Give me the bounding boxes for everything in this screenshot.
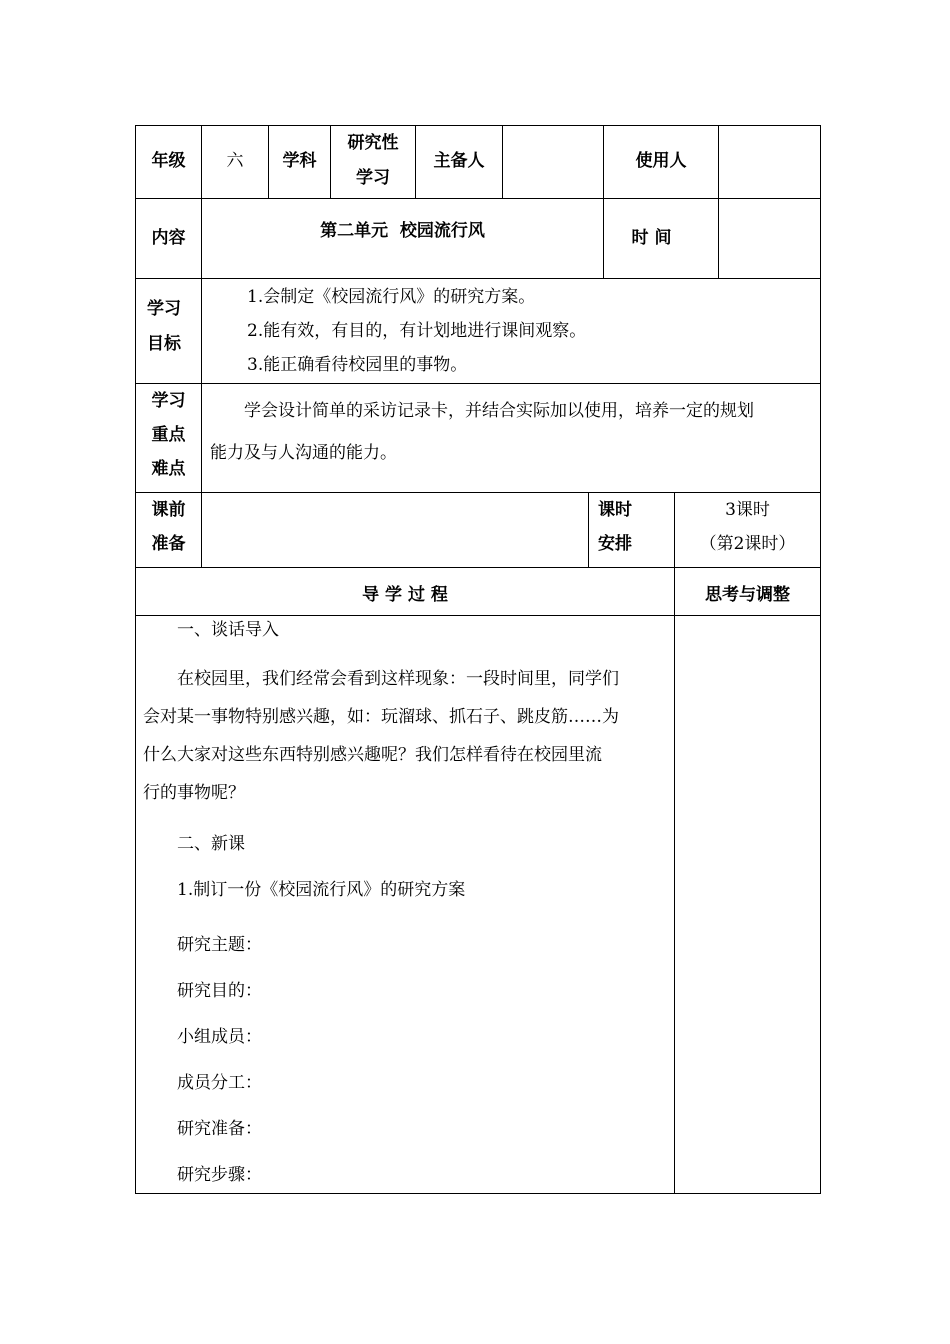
new-lesson-item1: 1.制订一份《校园流行风》的研究方案 [177,880,466,900]
schedule-label [598,493,668,561]
time-label: 时 间 [631,228,672,248]
reflection-body [675,616,820,1193]
process-title: 导 学 过 程 [362,585,448,605]
prep-label-line1: 课前 [151,500,186,520]
objectives-label-line2: 目标 [147,334,181,354]
schedule-label-line1: 课时 [598,500,632,520]
key-points-text [210,390,816,474]
key-points-label-line2: 重点 [151,425,186,445]
lead-label: 主备人 [433,151,485,171]
reflection-title: 思考与调整 [705,585,790,605]
process-body [143,616,669,1198]
schedule-line2: （第2课时） [699,534,796,554]
field-division: 成员分工： [177,1073,262,1093]
field-steps: 研究步骤： [177,1165,262,1185]
subject-value-line1: 研究性 [347,133,399,153]
plan-fields [143,922,669,1198]
section2-title: 二、新课 [177,834,245,854]
objective-item: 2.能有效，有目的，有计划地进行课间观察。 [247,321,587,341]
objectives-list [247,280,807,382]
key-points-label [136,384,201,486]
content-value: 第二单元 校园流行风 [320,221,485,241]
key-points-line2: 能力及与人沟通的能力。 [210,443,397,463]
field-members: 小组成员： [177,1027,262,1047]
objective-item: 1.会制定《校园流行风》的研究方案。 [247,287,536,307]
key-points-line1: 学会设计简单的采访记录卡，并结合实际加以使用，培养一定的规划 [244,401,754,421]
subject-value [331,126,415,196]
schedule-line1: 3课时 [725,500,770,520]
prep-label-line2: 准备 [151,534,186,554]
field-preparation: 研究准备： [177,1119,262,1139]
prep-label [136,493,201,561]
section1-line: 会对某一事物特别感兴趣，如：玩溜球、抓石子、跳皮筋……为 [143,707,619,727]
key-points-label-line3: 难点 [151,459,186,479]
subject-value-line2: 学习 [356,168,390,188]
section1-line: 什么大家对这些东西特别感兴趣呢？我们怎样看待在校园里流 [143,745,602,765]
objective-item: 3.能正确看待校园里的事物。 [247,355,468,375]
objectives-label [136,292,192,362]
schedule-value [675,493,820,561]
section1-title: 一、谈话导入 [177,620,279,640]
section1-line: 在校园里，我们经常会看到这样现象：一段时间里，同学们 [177,669,619,689]
grade-value: 六 [226,151,244,171]
schedule-label-line2: 安排 [598,534,632,554]
field-purpose: 研究目的： [177,981,262,1001]
user-label: 使用人 [635,151,687,171]
subject-label: 学科 [282,151,317,171]
field-topic: 研究主题： [177,935,262,955]
section1-line: 行的事物呢？ [143,783,245,803]
section1-paragraph [143,660,669,812]
grade-label: 年级 [151,151,186,171]
objectives-label-line1: 学习 [147,299,181,319]
content-label: 内容 [151,228,186,248]
key-points-label-line1: 学习 [151,391,186,411]
